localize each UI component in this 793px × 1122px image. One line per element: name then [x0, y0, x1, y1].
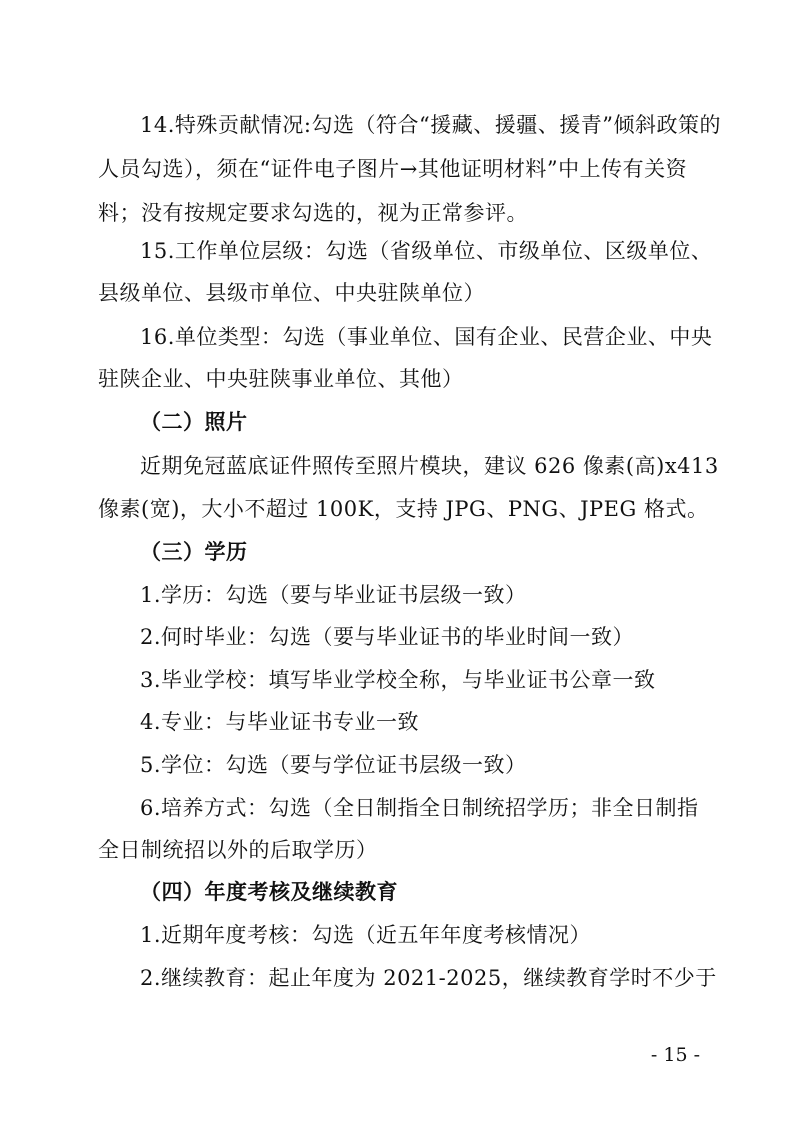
text-line-school: 3.毕业学校：填写毕业学校全称，与毕业证书公章一致	[140, 668, 656, 692]
text-line-special-contribution: 14.特殊贡献情况:勾选（符合“援藏、援疆、援青”倾斜政策的	[140, 113, 721, 137]
text-line-academic-degree: 5.学位：勾选（要与学位证书层级一致）	[140, 753, 527, 777]
text-line-major: 4.专业：与毕业证书专业一致	[140, 710, 420, 734]
text-line: 驻陕企业、中央驻陕事业单位、其他）	[98, 367, 464, 391]
text-line: 县级单位、县级市单位、中央驻陕单位）	[98, 281, 485, 305]
text-line: 人员勾选），须在“证件电子图片→其他证明材料”中上传有关资	[98, 157, 688, 181]
text-line: 全日制统招以外的后取学历）	[98, 838, 378, 862]
section-heading-photo: （二）照片	[140, 409, 248, 434]
section-heading-education: （三）学历	[140, 539, 248, 564]
text-line-degree-level: 1.学历：勾选（要与毕业证书层级一致）	[140, 583, 527, 607]
text-line-photo-spec: 近期免冠蓝底证件照传至照片模块，建议 626 像素(高)x413	[140, 454, 719, 478]
text-line-study-mode: 6.培养方式：勾选（全日制指全日制统招学历；非全日制指	[140, 796, 699, 820]
page-number: - 15 -	[650, 1044, 700, 1066]
section-heading-assessment: （四）年度考核及继续教育	[140, 879, 398, 904]
text-line: 料；没有按规定要求勾选的，视为正常参评。	[98, 201, 528, 225]
text-line-continuing-education: 2.继续教育：起止年度为 2021-2025，继续教育学时不少于	[140, 966, 717, 990]
text-line-annual-assessment: 1.近期年度考核：勾选（近五年年度考核情况）	[140, 923, 592, 947]
text-line-unit-level: 15.工作单位层级：勾选（省级单位、市级单位、区级单位、	[140, 239, 713, 263]
text-line-unit-type: 16.单位类型：勾选（事业单位、国有企业、民营企业、中央	[140, 325, 713, 349]
text-line: 像素(宽)，大小不超过 100K，支持 JPG、PNG、JPEG 格式。	[98, 497, 709, 521]
text-line-graduation-time: 2.何时毕业：勾选（要与毕业证书的毕业时间一致）	[140, 625, 635, 649]
